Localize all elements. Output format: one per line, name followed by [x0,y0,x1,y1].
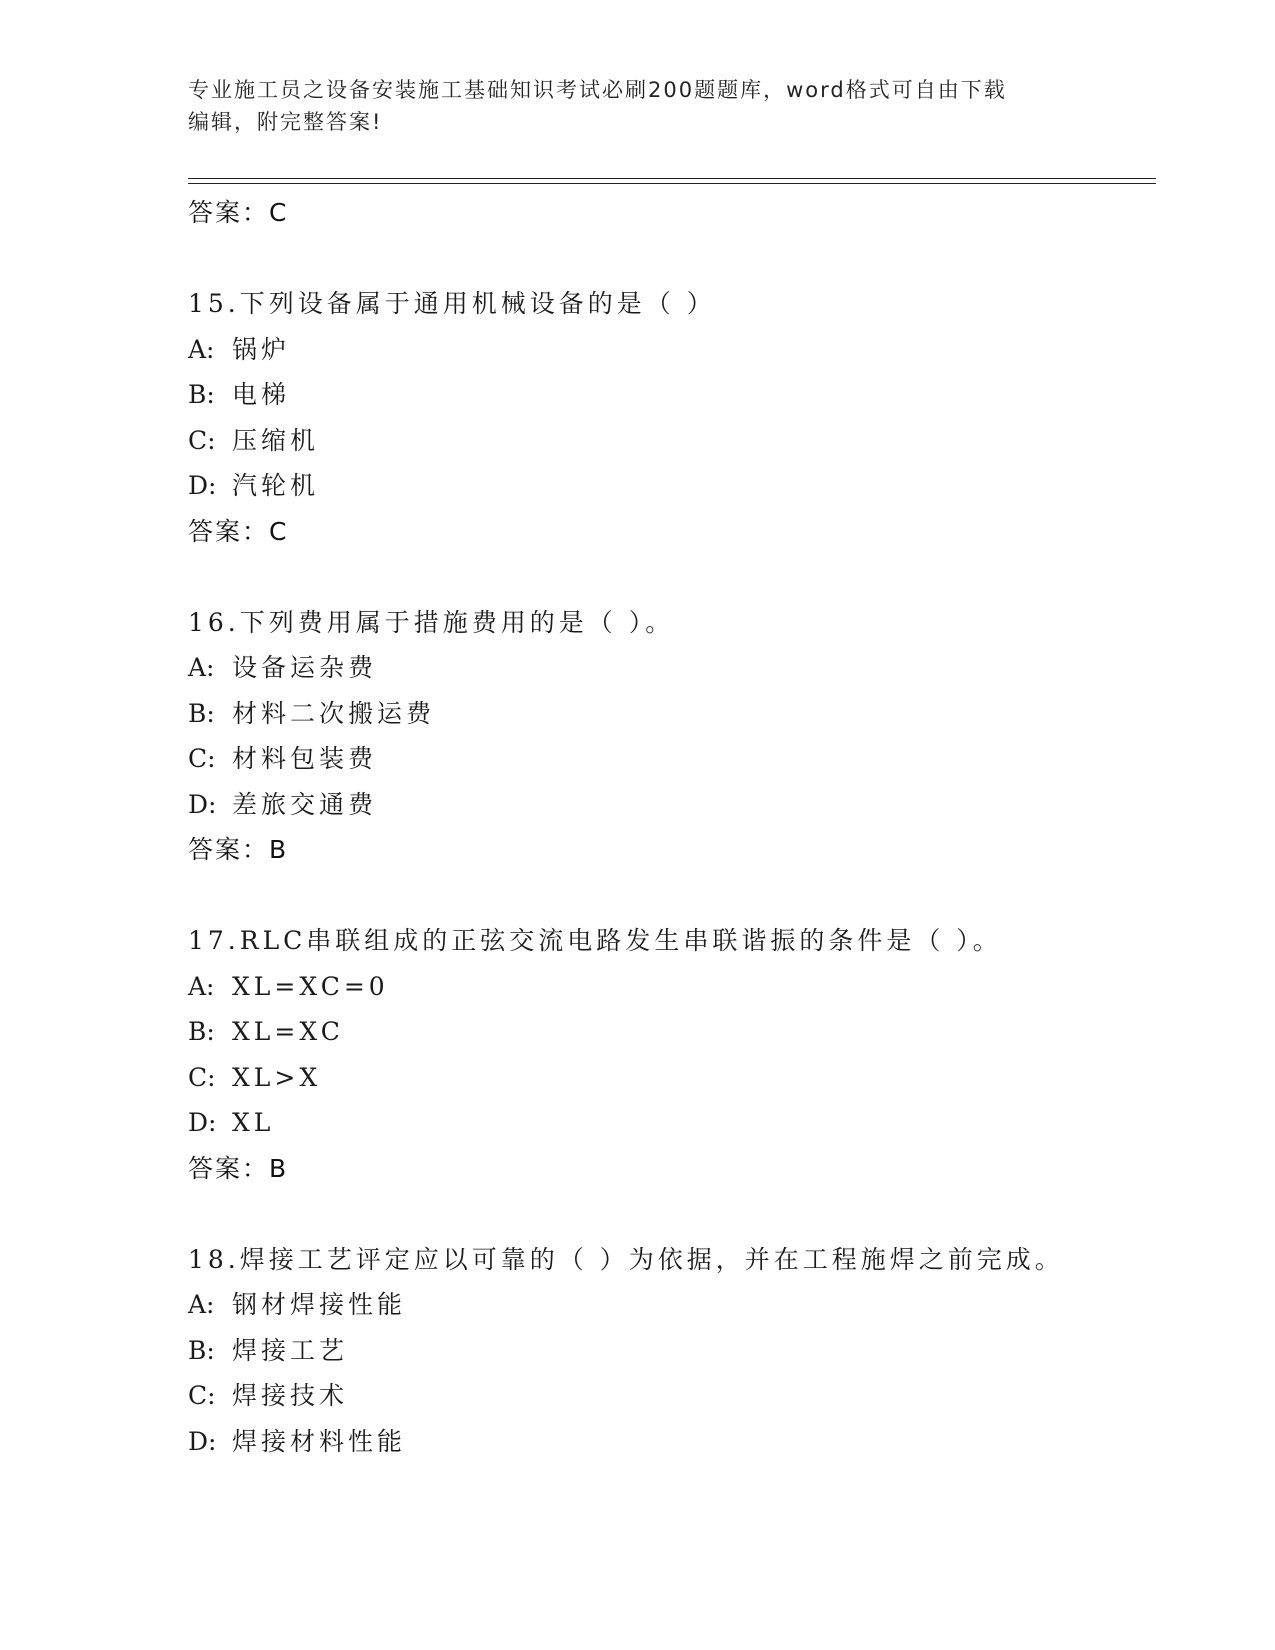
question-stem: 18.焊接工艺评定应以可靠的（ ）为依据，并在工程施焊之前完成。 [188,1244,1064,1274]
option-text: XL>X [232,1062,322,1092]
option-a [188,645,1156,691]
question-stem: 17.RLC串联组成的正弦交流电路发生串联谐振的条件是（ ）。 [188,926,1002,955]
option-b [188,372,1156,418]
page-header [188,74,1068,138]
option-key: C: [188,425,216,455]
option-text: 压缩机 [232,425,320,455]
option-key: D: [188,471,217,500]
spacer [188,1191,1156,1237]
spacer [188,873,1156,919]
question-stem: 15.下列设备属于通用机械设备的是（ ） [188,289,716,318]
option-text: 汽轮机 [232,471,320,500]
question-15 [188,281,1156,554]
option-a [188,327,1156,373]
question-stem: 16.下列费用属于措施费用的是（ ）。 [188,607,675,637]
option-text: 设备运杂费 [232,653,378,682]
option-key: D: [188,1426,217,1456]
option-d [188,1100,1156,1146]
question-17 [188,918,1156,1191]
previous-answer: 答案：C [188,198,289,227]
option-c [188,736,1156,782]
option-key: D: [188,1108,217,1137]
option-key: B: [188,698,215,728]
option-d [188,463,1156,509]
option-c [188,1055,1156,1101]
option-key: B: [188,1335,215,1365]
option-d [188,782,1156,828]
answer: 答案：B [188,1153,289,1183]
option-b [188,1009,1156,1055]
option-key: B: [188,1017,215,1046]
option-c [188,1373,1156,1419]
option-a [188,964,1156,1010]
header-rule-top [188,178,1156,179]
option-text: XL [232,1108,275,1137]
option-b [188,691,1156,737]
answer: 答案：B [188,835,289,864]
spacer [188,236,1156,282]
option-key: C: [188,1062,216,1092]
option-b [188,1328,1156,1374]
option-text: 材料包装费 [232,744,378,773]
question-list [188,190,1156,1464]
answer: 答案：C [188,516,289,546]
option-key: B: [188,380,215,409]
option-key: A: [188,653,215,682]
spacer [188,554,1156,600]
option-key: C: [188,744,216,773]
question-16 [188,600,1156,873]
question-18 [188,1237,1156,1465]
option-text: 材料二次搬运费 [232,698,436,728]
option-text: 差旅交通费 [232,789,378,819]
option-d [188,1419,1156,1465]
option-text: XL=XC=0 [232,971,389,1001]
option-text: 焊接材料性能 [232,1426,407,1456]
option-key: C: [188,1381,216,1410]
option-key: D: [188,789,217,819]
option-text: 电梯 [232,380,291,409]
option-text: 焊接技术 [232,1381,349,1410]
option-key: A: [188,1290,215,1319]
option-text: 焊接工艺 [232,1335,349,1365]
header-line-1: 专业施工员之设备安装施工基础知识考试必刷200题题库，word格式可自由下载 [188,78,1007,102]
option-a [188,1282,1156,1328]
option-text: 锅炉 [232,334,291,364]
option-c [188,418,1156,464]
option-text: XL=XC [232,1017,344,1046]
header-rule-bottom [188,183,1156,184]
option-key: A: [188,334,215,364]
option-text: 钢材焊接性能 [232,1290,407,1319]
option-key: A: [188,971,215,1001]
header-line-2: 编辑，附完整答案! [188,110,383,134]
